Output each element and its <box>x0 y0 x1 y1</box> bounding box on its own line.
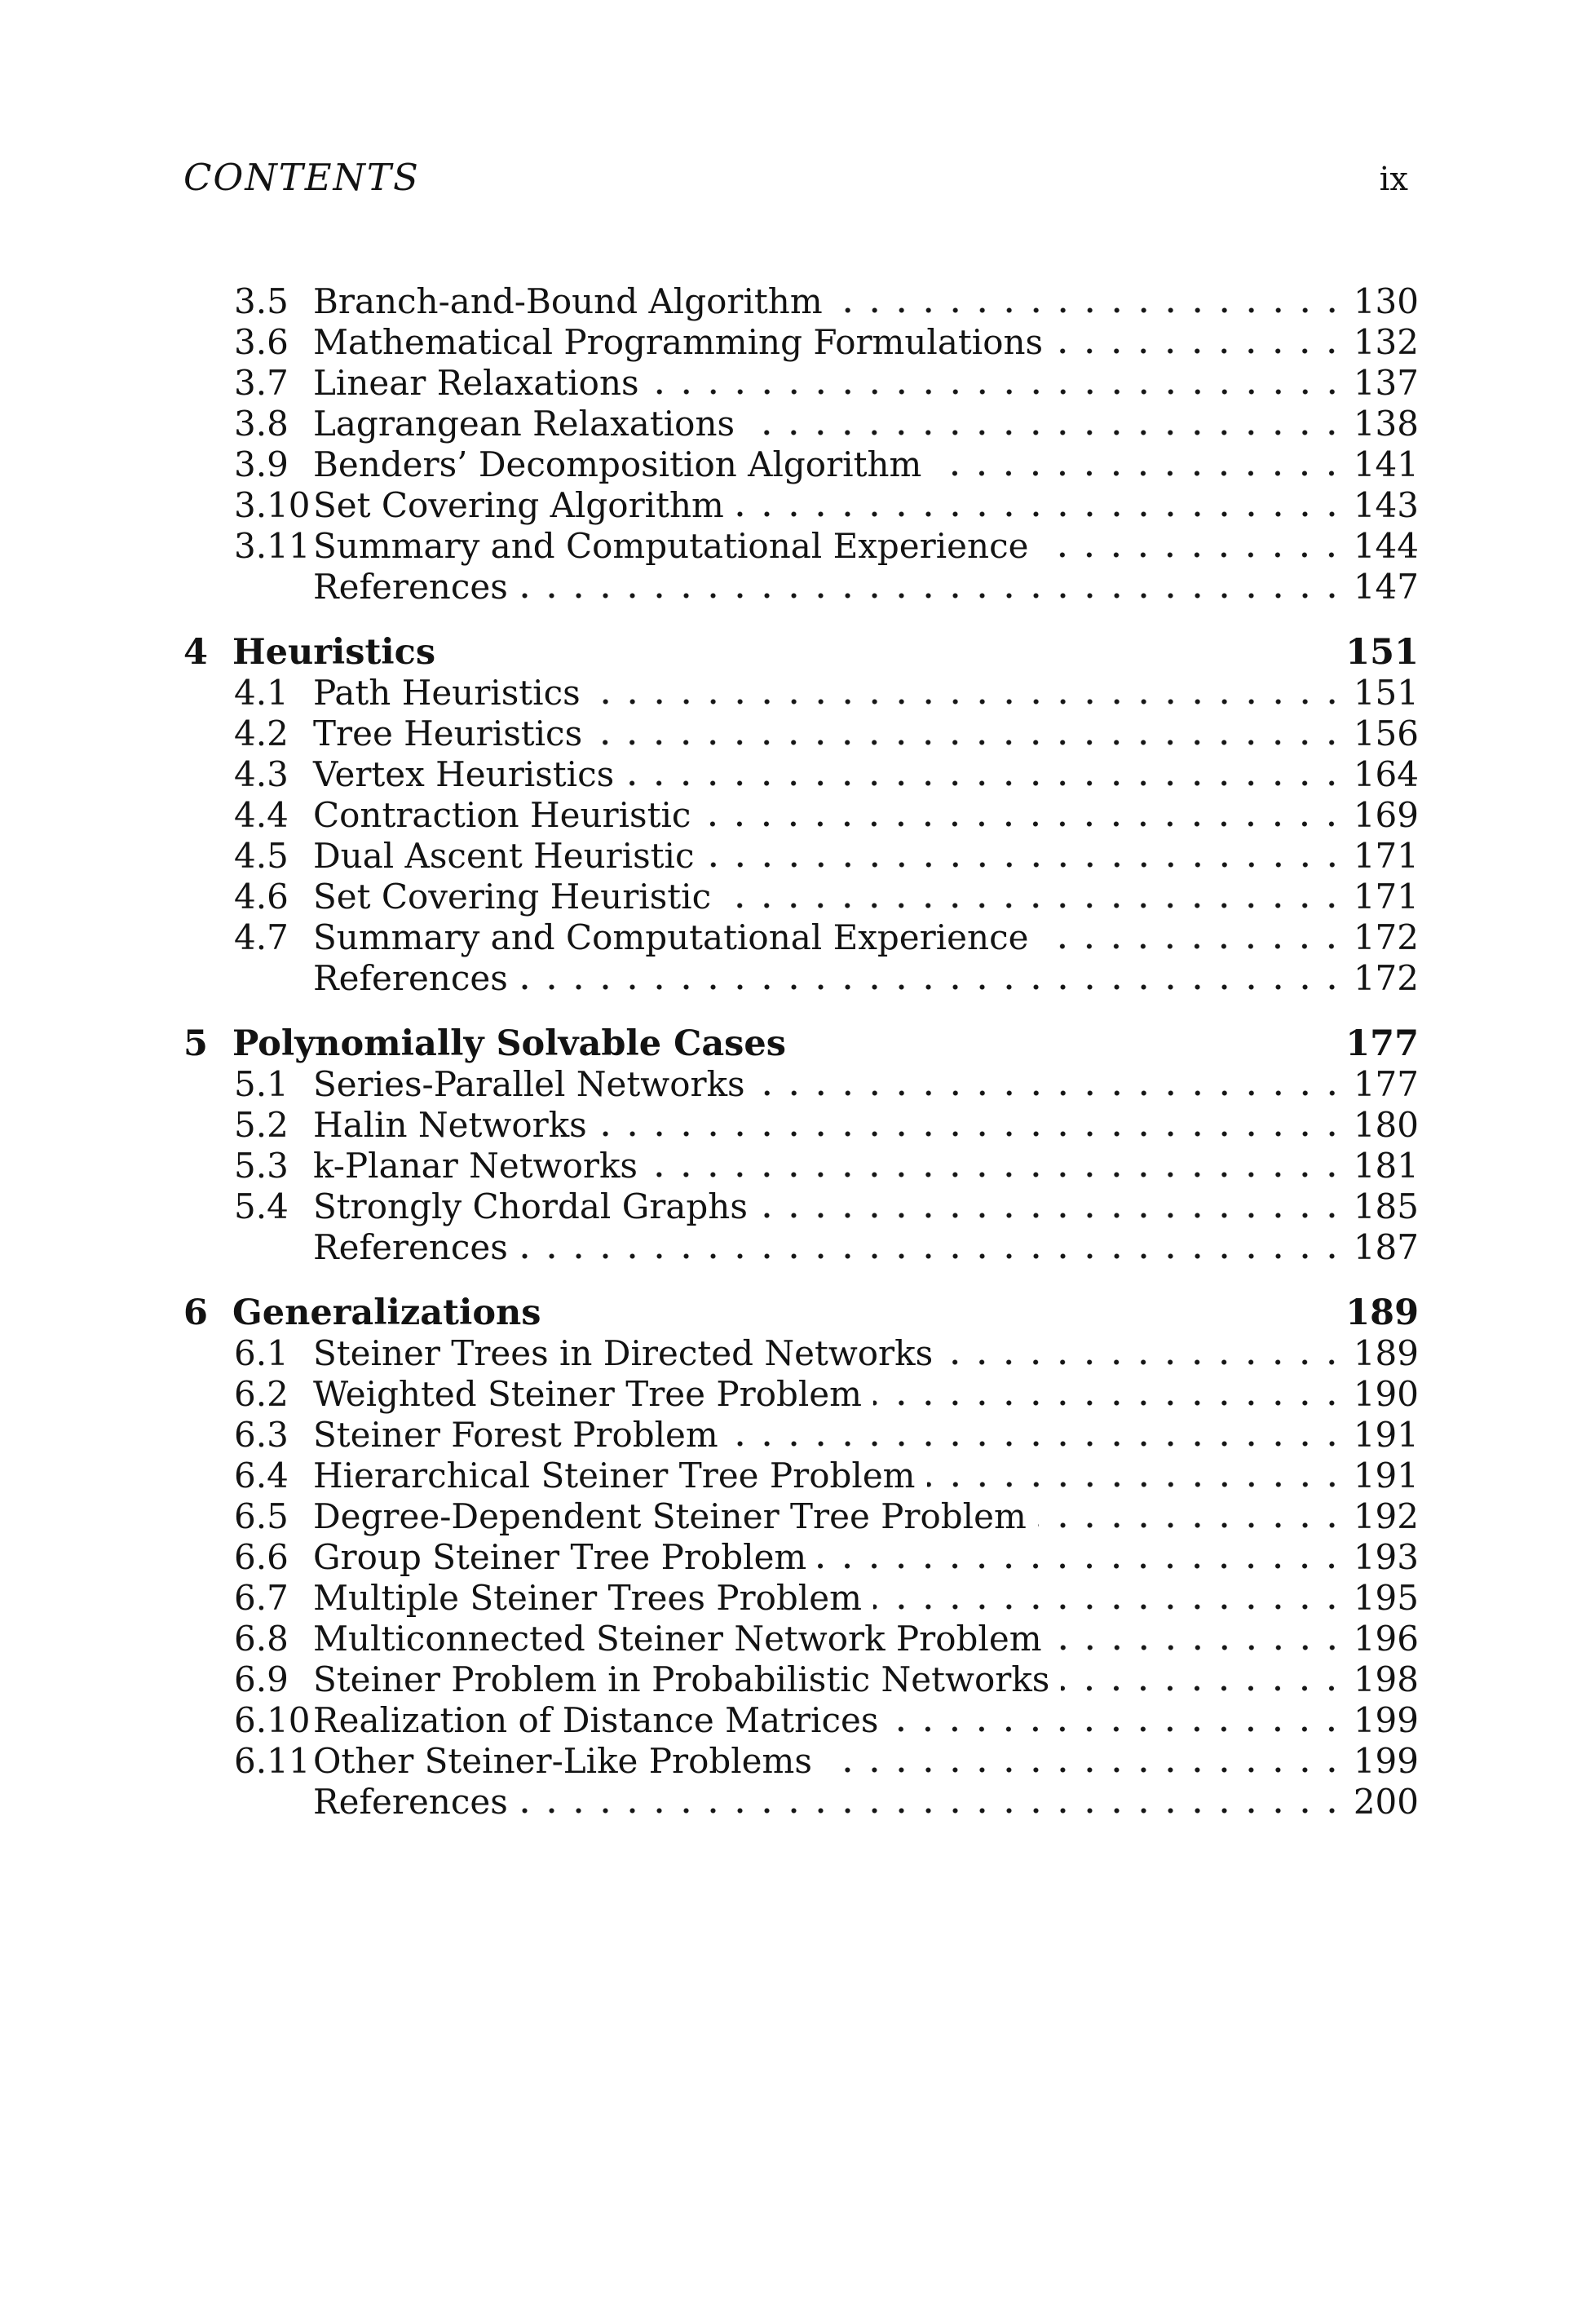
entry-title: References <box>313 1227 508 1267</box>
toc-entry-row <box>234 958 1419 999</box>
toc-entry-row <box>234 322 1419 363</box>
entry-number: 3.8 <box>234 404 289 444</box>
entry-title: Halin Networks <box>313 1105 587 1145</box>
toc <box>183 281 1419 1823</box>
entry-number: 4.7 <box>234 917 289 957</box>
entry-page-number: 132 <box>1353 322 1419 362</box>
entry-page-number: 187 <box>1353 1227 1419 1267</box>
entry-number: 4.1 <box>234 673 289 713</box>
toc-entry-row <box>234 1496 1419 1537</box>
entry-number: 4.6 <box>234 877 289 917</box>
entry-page-number: 143 <box>1353 485 1419 525</box>
toc-entry-row <box>234 1456 1419 1496</box>
dot-leader <box>519 1227 1347 1268</box>
entry-number: 3.6 <box>234 322 289 362</box>
entry-page-number: 172 <box>1353 917 1419 957</box>
entry-number: 4.3 <box>234 754 289 794</box>
entry-number: 6.4 <box>234 1456 289 1496</box>
entry-page-number: 180 <box>1353 1105 1419 1145</box>
dot-leader <box>519 958 1347 999</box>
toc-entry-row <box>234 281 1419 322</box>
chapter-title: Polynomially Solvable Cases <box>232 1023 786 1064</box>
entry-number: 5.1 <box>234 1064 289 1104</box>
entry-title: Degree-Dependent Steiner Tree Problem <box>313 1496 1027 1536</box>
entry-title: Linear Relaxations <box>313 363 639 403</box>
entry-title: Group Steiner Tree Problem <box>313 1537 807 1577</box>
entry-title: Steiner Problem in Probabilistic Networks <box>313 1659 1050 1699</box>
dot-leader <box>592 673 1347 714</box>
chapter-number: 5 <box>183 1023 208 1064</box>
entry-number <box>234 1227 313 1268</box>
toc-entry-row <box>234 836 1419 877</box>
entry-title: Tree Heuristics <box>313 714 583 753</box>
entry-title: Path Heuristics <box>313 673 581 713</box>
dot-leader <box>1040 526 1346 567</box>
entry-title: Other Steiner-Like Problems <box>313 1741 812 1781</box>
entry-page-number: 141 <box>1353 444 1419 484</box>
entry-title: Weighted Steiner Tree Problem <box>313 1374 862 1414</box>
toc-entry-row <box>234 526 1419 567</box>
dot-leader <box>757 1064 1347 1105</box>
chapter-number: 4 <box>183 632 208 673</box>
toc-entry-row <box>234 673 1419 714</box>
entry-page-number: 181 <box>1353 1146 1419 1186</box>
chapter-entries <box>183 1333 1419 1823</box>
entry-title: Summary and Computational Experience <box>313 917 1029 957</box>
chapter-page-number: 151 <box>1345 632 1419 673</box>
entry-title: Multiconnected Steiner Network Problem <box>313 1619 1042 1659</box>
entry-title: Hierarchical Steiner Tree Problem <box>313 1456 916 1496</box>
entry-page-number: 147 <box>1353 567 1419 607</box>
entry-page-number: 151 <box>1353 673 1419 713</box>
dot-leader <box>818 1537 1347 1578</box>
entry-title: Dual Ascent Heuristic <box>313 836 695 876</box>
entry-number: 6.11 <box>234 1741 311 1781</box>
entry-number <box>234 958 313 999</box>
toc-entry-row <box>234 1619 1419 1659</box>
dot-leader <box>625 754 1347 795</box>
dot-leader <box>519 567 1347 608</box>
entry-page-number: 198 <box>1353 1659 1419 1699</box>
toc-entry-row <box>234 1659 1419 1700</box>
chapter-entries <box>183 673 1419 999</box>
entry-page-number: 191 <box>1353 1415 1419 1455</box>
entry-number: 3.9 <box>234 444 289 484</box>
entry-title: Mathematical Programming Formulations <box>313 322 1044 362</box>
chapter-heading-row <box>183 1292 1419 1333</box>
dot-leader <box>834 281 1347 322</box>
entry-number: 5.4 <box>234 1186 289 1226</box>
chapter-page-number: 177 <box>1345 1023 1419 1064</box>
entry-page-number: 192 <box>1353 1496 1419 1536</box>
dot-leader <box>706 836 1347 877</box>
toc-entry-row <box>234 1064 1419 1105</box>
entry-page-number: 199 <box>1353 1700 1419 1740</box>
entry-title: References <box>313 567 508 607</box>
entry-page-number: 130 <box>1353 281 1419 321</box>
entry-title: Vertex Heuristics <box>313 754 615 794</box>
chapter-number: 6 <box>183 1292 208 1333</box>
dot-leader <box>598 1105 1347 1146</box>
toc-entry-row <box>234 485 1419 526</box>
toc-entry-row <box>234 1537 1419 1578</box>
chapter-heading-row <box>183 1023 1419 1064</box>
dot-leader <box>730 1415 1347 1456</box>
entry-page-number: 171 <box>1353 877 1419 917</box>
toc-entry-row <box>234 1374 1419 1415</box>
entry-number: 5.2 <box>234 1105 289 1145</box>
entry-number: 6.6 <box>234 1537 289 1577</box>
entry-title: Steiner Trees in Directed Networks <box>313 1333 934 1373</box>
entry-page-number: 137 <box>1353 363 1419 403</box>
entry-title: Contraction Heuristic <box>313 795 691 835</box>
dot-leader <box>933 444 1346 485</box>
dot-leader <box>873 1374 1347 1415</box>
entry-page-number: 156 <box>1353 714 1419 753</box>
entry-page-number: 177 <box>1353 1064 1419 1104</box>
chapter-title: Generalizations <box>232 1292 541 1333</box>
toc-entry-row <box>234 754 1419 795</box>
entry-page-number: 169 <box>1353 795 1419 835</box>
entry-title: Multiple Steiner Trees Problem <box>313 1578 862 1618</box>
entry-title: Steiner Forest Problem <box>313 1415 718 1455</box>
entry-page-number: 196 <box>1353 1619 1419 1659</box>
entry-number: 6.9 <box>234 1659 289 1699</box>
entry-number: 6.3 <box>234 1415 289 1455</box>
entry-number: 5.3 <box>234 1146 289 1186</box>
chapter-page-number: 189 <box>1345 1292 1419 1333</box>
chapter-group <box>183 632 1419 999</box>
entry-title: Set Covering Heuristic <box>313 877 712 917</box>
toc-entry-row <box>234 1186 1419 1227</box>
dot-leader <box>759 1186 1347 1227</box>
toc-entry-row <box>234 404 1419 444</box>
dot-leader <box>890 1700 1346 1741</box>
entry-number: 6.10 <box>234 1700 311 1740</box>
entry-number: 6.5 <box>234 1496 289 1536</box>
entry-title: Benders’ Decomposition Algorithm <box>313 444 922 484</box>
toc-entry-row <box>234 1333 1419 1374</box>
entry-title: Strongly Chordal Graphs <box>313 1186 748 1226</box>
page-title: CONTENTS <box>183 156 420 199</box>
toc-entry-row <box>234 877 1419 917</box>
dot-leader <box>722 877 1347 917</box>
toc-entry-row <box>234 1782 1419 1823</box>
toc-entry-row <box>234 917 1419 958</box>
entry-page-number: 185 <box>1353 1186 1419 1226</box>
entry-number: 3.5 <box>234 281 289 321</box>
dot-leader <box>1054 322 1347 363</box>
entry-title: Summary and Computational Experience <box>313 526 1029 566</box>
entry-page-number: 144 <box>1353 526 1419 566</box>
entry-page-number: 138 <box>1353 404 1419 444</box>
toc-entry-row <box>234 1105 1419 1146</box>
toc-entry-row <box>234 444 1419 485</box>
entry-page-number: 189 <box>1353 1333 1419 1373</box>
dot-leader <box>519 1782 1347 1823</box>
dot-leader <box>735 485 1347 526</box>
chapter-heading-row <box>183 632 1419 673</box>
entry-page-number: 172 <box>1353 958 1419 998</box>
dot-leader <box>824 1741 1347 1782</box>
dot-leader <box>651 363 1347 404</box>
chapter-entries <box>183 1064 1419 1268</box>
entry-number: 6.7 <box>234 1578 289 1618</box>
dot-leader <box>927 1456 1347 1496</box>
entry-number: 3.10 <box>234 485 311 525</box>
entry-page-number: 164 <box>1353 754 1419 794</box>
dot-leader <box>1053 1619 1347 1659</box>
dot-leader <box>944 1333 1347 1374</box>
folio-page-number: ix <box>1379 161 1408 198</box>
entry-title: References <box>313 1782 508 1822</box>
entry-number <box>234 567 313 608</box>
entry-title: k-Planar Networks <box>313 1146 638 1186</box>
entry-page-number: 195 <box>1353 1578 1419 1618</box>
entry-number: 6.1 <box>234 1333 289 1373</box>
entry-number <box>234 1782 313 1823</box>
toc-entry-row <box>234 1227 1419 1268</box>
entry-number: 4.5 <box>234 836 289 876</box>
dot-leader <box>746 404 1347 444</box>
toc-entry-row <box>234 714 1419 754</box>
entry-number: 3.11 <box>234 526 311 566</box>
entry-page-number: 191 <box>1353 1456 1419 1496</box>
entry-title: Branch-and-Bound Algorithm <box>313 281 823 321</box>
entry-page-number: 171 <box>1353 836 1419 876</box>
chapter-title: Heuristics <box>232 632 436 673</box>
toc-entry-row <box>234 1415 1419 1456</box>
entry-number: 3.7 <box>234 363 289 403</box>
dot-leader <box>1040 917 1346 958</box>
entry-page-number: 190 <box>1353 1374 1419 1414</box>
toc-entry-row <box>234 795 1419 836</box>
entry-page-number: 199 <box>1353 1741 1419 1781</box>
dot-leader <box>873 1578 1347 1619</box>
toc-entry-row <box>234 1741 1419 1782</box>
chapter-group <box>183 1292 1419 1823</box>
entry-title: References <box>313 958 508 998</box>
dot-leader <box>702 795 1346 836</box>
dot-leader <box>1038 1496 1347 1537</box>
chapter-group <box>183 1023 1419 1268</box>
page-header <box>183 157 1408 200</box>
dot-leader <box>594 714 1347 754</box>
toc-entry-row <box>234 1578 1419 1619</box>
entry-number: 6.8 <box>234 1619 289 1659</box>
toc-entry-row <box>234 1146 1419 1186</box>
entry-title: Series-Parallel Networks <box>313 1064 745 1104</box>
entry-number: 4.4 <box>234 795 289 835</box>
toc-entry-row <box>234 567 1419 608</box>
entry-title: Realization of Distance Matrices <box>313 1700 879 1740</box>
dot-leader <box>649 1146 1347 1186</box>
toc-entry-row <box>234 1700 1419 1741</box>
entry-number: 4.2 <box>234 714 289 753</box>
entry-title: Set Covering Algorithm <box>313 485 724 525</box>
dot-leader <box>1061 1659 1346 1700</box>
toc-entry-row <box>234 363 1419 404</box>
entry-title: Lagrangean Relaxations <box>313 404 735 444</box>
entry-number: 6.2 <box>234 1374 289 1414</box>
entry-page-number: 193 <box>1353 1537 1419 1577</box>
entry-page-number: 200 <box>1353 1782 1419 1822</box>
